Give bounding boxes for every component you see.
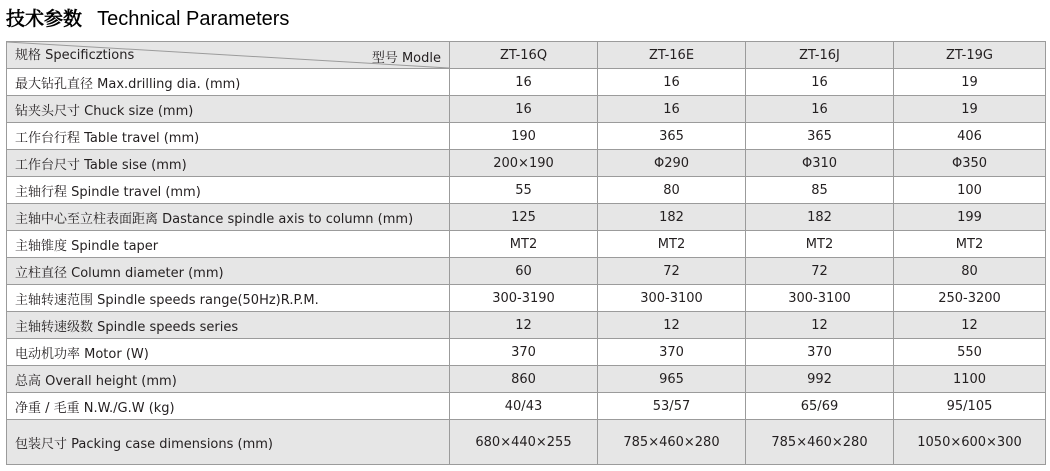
row-label: 工作台尺寸 Table sise (mm) bbox=[7, 150, 450, 177]
row-label: 钻夹头尺寸 Chuck size (mm) bbox=[7, 96, 450, 123]
table-cell: 72 bbox=[746, 258, 894, 285]
table-cell: 65/69 bbox=[746, 393, 894, 420]
table-cell: 1050×600×300 bbox=[894, 420, 1046, 465]
table-row bbox=[7, 420, 1046, 465]
table-row bbox=[7, 177, 1046, 204]
table-cell: 190 bbox=[450, 123, 598, 150]
header-diagonal-cell bbox=[7, 42, 450, 69]
table-row bbox=[7, 69, 1046, 96]
table-cell: 370 bbox=[450, 339, 598, 366]
table-row bbox=[7, 285, 1046, 312]
table-cell: 95/105 bbox=[894, 393, 1046, 420]
table-cell: 365 bbox=[746, 123, 894, 150]
table-cell: 125 bbox=[450, 204, 598, 231]
row-label: 最大钻孔直径 Max.drilling dia. (mm) bbox=[7, 69, 450, 96]
table-row bbox=[7, 312, 1046, 339]
table-cell: 12 bbox=[746, 312, 894, 339]
table-cell: 300-3100 bbox=[746, 285, 894, 312]
table-cell: 182 bbox=[598, 204, 746, 231]
table-cell: 12 bbox=[894, 312, 1046, 339]
row-label: 电动机功率 Motor (W) bbox=[7, 339, 450, 366]
table-cell: MT2 bbox=[894, 231, 1046, 258]
table-cell: 182 bbox=[746, 204, 894, 231]
table-cell: 16 bbox=[450, 69, 598, 96]
row-label: 主轴中心至立柱表面距离 Dastance spindle axis to column (mm) bbox=[7, 204, 450, 231]
model-header: ZT-16Q bbox=[450, 42, 598, 69]
table-row bbox=[7, 123, 1046, 150]
model-header: ZT-16E bbox=[598, 42, 746, 69]
table-cell: 16 bbox=[598, 96, 746, 123]
spec-header-label: 规格 Specificztions bbox=[15, 48, 135, 63]
table-cell: 992 bbox=[746, 366, 894, 393]
table-cell: 53/57 bbox=[598, 393, 746, 420]
row-label: 工作台行程 Table travel (mm) bbox=[7, 123, 450, 150]
table-row bbox=[7, 96, 1046, 123]
table-row bbox=[7, 204, 1046, 231]
table-cell: MT2 bbox=[746, 231, 894, 258]
table-cell: 1100 bbox=[894, 366, 1046, 393]
table-cell: 406 bbox=[894, 123, 1046, 150]
row-label: 立柱直径 Column diameter (mm) bbox=[7, 258, 450, 285]
table-cell: 72 bbox=[598, 258, 746, 285]
title-english: Technical Parameters bbox=[97, 8, 290, 30]
table-cell: 300-3100 bbox=[598, 285, 746, 312]
table-cell: 60 bbox=[450, 258, 598, 285]
table-cell: 80 bbox=[598, 177, 746, 204]
row-label: 主轴转速范围 Spindle speeds range(50Hz)R.P.M. bbox=[7, 285, 450, 312]
table-header-row bbox=[7, 42, 1046, 69]
model-header: ZT-16J bbox=[746, 42, 894, 69]
row-label: 主轴行程 Spindle travel (mm) bbox=[7, 177, 450, 204]
table-row bbox=[7, 393, 1046, 420]
table-cell: MT2 bbox=[598, 231, 746, 258]
table-cell: 19 bbox=[894, 96, 1046, 123]
page-title bbox=[6, 4, 289, 34]
table-cell: 680×440×255 bbox=[450, 420, 598, 465]
row-label: 包装尺寸 Packing case dimensions (mm) bbox=[7, 420, 450, 465]
table-cell: 785×460×280 bbox=[598, 420, 746, 465]
table-cell: 250-3200 bbox=[894, 285, 1046, 312]
table-cell: 785×460×280 bbox=[746, 420, 894, 465]
model-header-label: 型号 Modle bbox=[371, 51, 441, 66]
table-row bbox=[7, 150, 1046, 177]
table-cell: 550 bbox=[894, 339, 1046, 366]
table-cell: 19 bbox=[894, 69, 1046, 96]
table-row bbox=[7, 231, 1046, 258]
table-cell: 85 bbox=[746, 177, 894, 204]
table-cell: 12 bbox=[450, 312, 598, 339]
table-cell: 199 bbox=[894, 204, 1046, 231]
title-chinese: 技术参数 bbox=[6, 8, 83, 30]
table-cell: 40/43 bbox=[450, 393, 598, 420]
table-cell: 860 bbox=[450, 366, 598, 393]
table-cell: 16 bbox=[746, 96, 894, 123]
table-cell: Φ290 bbox=[598, 150, 746, 177]
row-label: 主轴锥度 Spindle taper bbox=[7, 231, 450, 258]
table-row bbox=[7, 258, 1046, 285]
table-cell: 55 bbox=[450, 177, 598, 204]
table-cell: Φ310 bbox=[746, 150, 894, 177]
table-row bbox=[7, 366, 1046, 393]
spec-table bbox=[6, 41, 1046, 465]
row-label: 主轴转速级数 Spindle speeds series bbox=[7, 312, 450, 339]
table-cell: 370 bbox=[746, 339, 894, 366]
table-cell: 365 bbox=[598, 123, 746, 150]
table-cell: 200×190 bbox=[450, 150, 598, 177]
table-cell: 16 bbox=[746, 69, 894, 96]
table-cell: 16 bbox=[450, 96, 598, 123]
table-cell: 965 bbox=[598, 366, 746, 393]
table-cell: 16 bbox=[598, 69, 746, 96]
model-header: ZT-19G bbox=[894, 42, 1046, 69]
table-cell: 100 bbox=[894, 177, 1046, 204]
table-cell: 80 bbox=[894, 258, 1046, 285]
row-label: 总高 Overall height (mm) bbox=[7, 366, 450, 393]
table-cell: MT2 bbox=[450, 231, 598, 258]
table-cell: 370 bbox=[598, 339, 746, 366]
table-cell: 300-3190 bbox=[450, 285, 598, 312]
table-cell: 12 bbox=[598, 312, 746, 339]
table-row bbox=[7, 339, 1046, 366]
table-cell: Φ350 bbox=[894, 150, 1046, 177]
row-label: 净重 / 毛重 N.W./G.W (kg) bbox=[7, 393, 450, 420]
